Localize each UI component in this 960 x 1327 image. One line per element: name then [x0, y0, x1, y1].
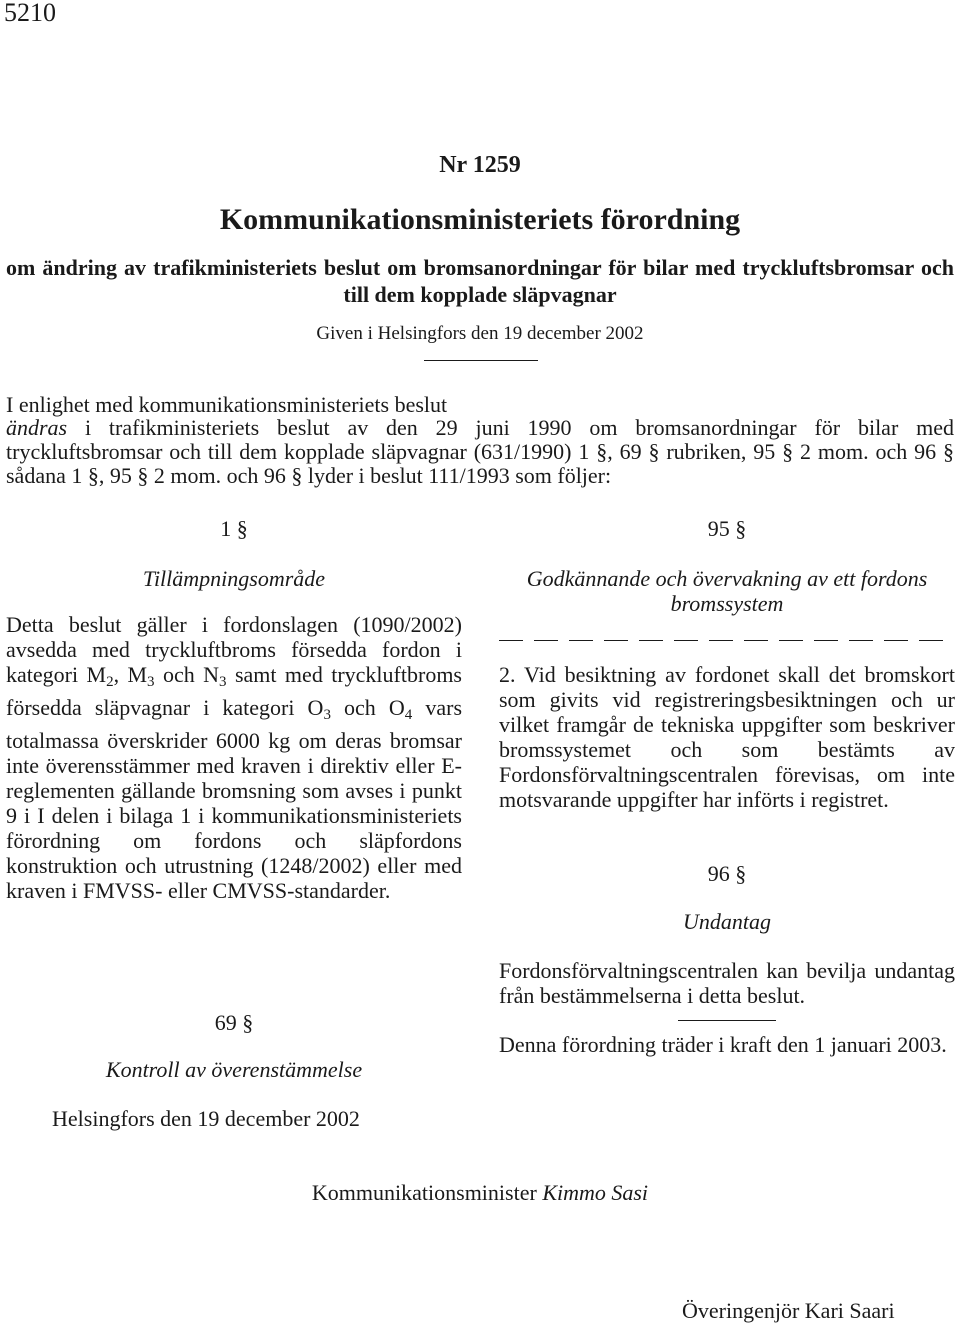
section-1-number: 1 § [220, 516, 248, 541]
intro-paragraph [6, 416, 954, 488]
section-1-heading: Tillämpningsområde [142, 566, 326, 591]
document-number: Nr 1259 [439, 152, 521, 178]
divider [424, 360, 538, 361]
section-96-heading: Undantag [683, 909, 771, 934]
section-69-number: 69 § [214, 1010, 254, 1035]
section-95-heading: Godkännande och övervakning av ett fordons bromssystem [526, 566, 928, 616]
section-95-body: 2. Vid besiktning av fordonet skall det bromskort som givits vid registreringsbesiktningen och ur vilket framgår de tekniska uppgifter som beskriver bromssystemet och som bestämts av Fordonsförvaltningscentralen förevisas, om inte motsvarande uppgifter har införts i registret. [499, 662, 955, 812]
engineer-signature: Överingenjör Kari Saari [682, 1298, 895, 1323]
intro-rest: i trafikministeriets beslut av den 29 juni 1990 om bromsanordningar för bilar med tryckluftsbromsar och till dem kopplade släpvagnar (631/1990) 1 §, 69 § rubriken, 95 § 2 mom. och 96 § sådana 1 §, 95 § 2 mom. och 96 § lyder i beslut 111/1993 som följer: [6, 415, 954, 488]
section-1-body: Detta beslut gäller i fordonslagen (1090/2002) avsedda med tryckluftbroms försedda fordon i kategori $M_2$, $M_3$ och $N_3$ samt med tryckluftbroms försedda släpvagnar i kategori $O_3$ och $O_4$ vars totalmassa överskrider 6000 kg om deras bromsar inte överensstämmer med kraven i direktiv eller E-reglementen gällande bromsning som avses i punkt 9 i I delen i bilaga 1 i kommunikationsministeriets förordning om fordons och släpfordons konstruktion och utrustning (1248/2002) eller med kraven i FMVSS- eller CMVSS-standarder. [6, 612, 463, 903]
document-title: Kommunikationsministeriets förordning [219, 203, 741, 236]
omission-dashes [499, 640, 955, 650]
section-69-heading: Kontroll av överenstämmelse [105, 1057, 363, 1082]
page-number: 5210 [4, 0, 56, 27]
section-96-number: 96 § [707, 861, 747, 886]
intro-lead: ändras [6, 415, 68, 440]
intro-line: I enlighet med kommunikationsministeriets beslut [6, 392, 448, 417]
effective-date: Denna förordning träder i kraft den 1 januari 2003. [499, 1032, 947, 1057]
minister-signature: Kommunikationsminister Kimmo Sasi [311, 1180, 649, 1205]
divider [678, 1020, 776, 1021]
given-date: Given i Helsingfors den 19 december 2002 [316, 323, 644, 344]
document-subtitle: om ändring av trafikministeriets beslut om bromsanordningar för bilar med tryckluftsbromsar och till dem kopplade släpvagnar [6, 255, 954, 307]
section-95-number: 95 § [707, 516, 747, 541]
minister-name: Kimmo Sasi [542, 1180, 649, 1205]
signature-date: Helsingfors den 19 december 2002 [52, 1106, 360, 1131]
section-96-body: Fordonsförvaltningscentralen kan bevilja undantag från bestämmelserna i detta beslut. [499, 958, 955, 1008]
